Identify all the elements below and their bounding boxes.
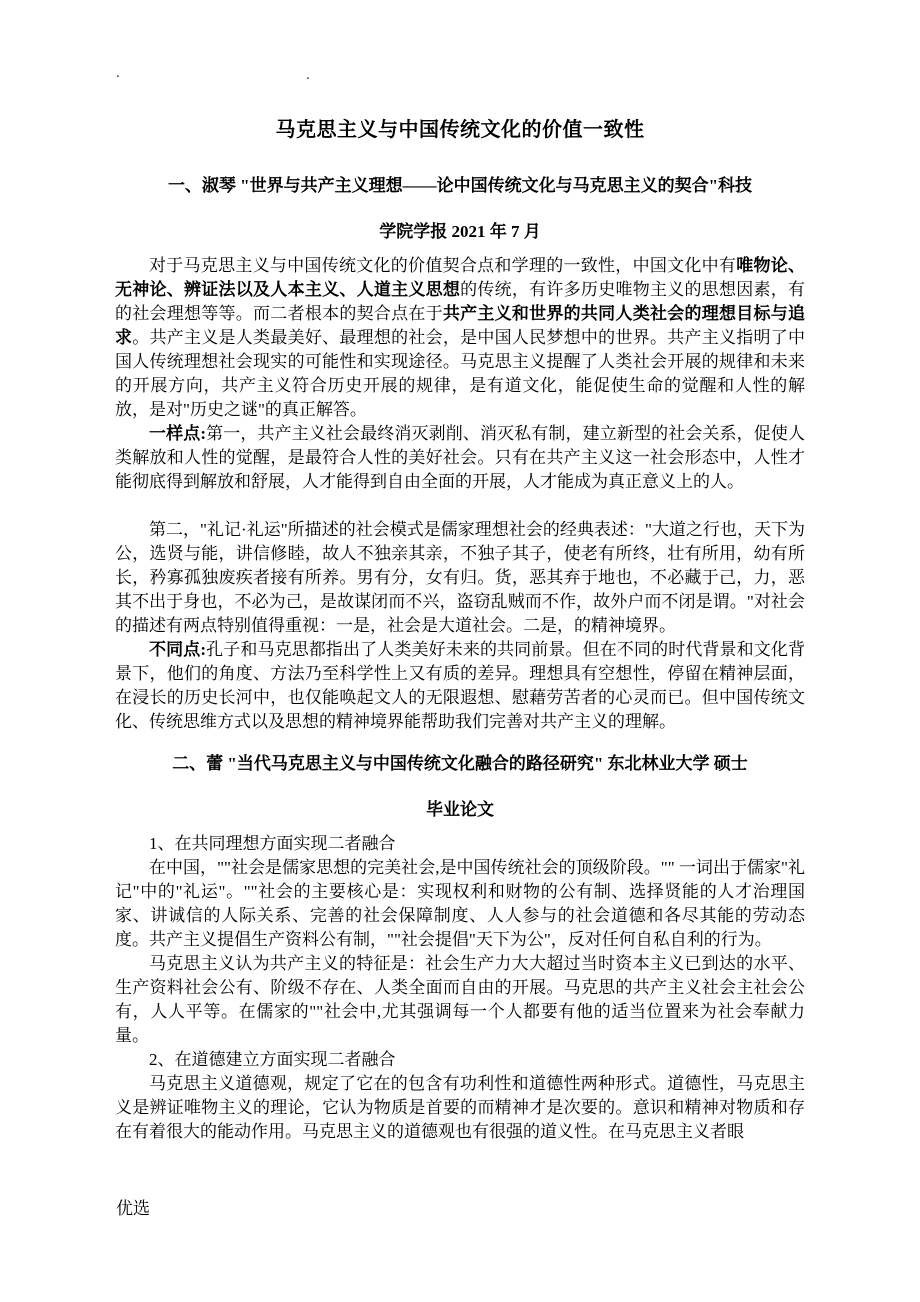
paragraph-s2-p4 <box>115 1048 805 1072</box>
paragraph-s2-p5 <box>115 1072 805 1144</box>
text-run: 第二，"礼记·礼运"所描述的社会模式是儒家理想社会的经典表述："大道之行也，天下为公，选贤与能，讲信修睦，故人不独亲其亲，不独子其子，使老有所终，壮有所用，幼有所长，矜寡孤独废疾者接有所养。男有分，女有归。货，恶其弃于地也，不必藏于己，力，恶其不出于身也，不必为己，是故谋闭而不兴，盗窃乱贼而不作，故外户而不闭是谓。"对社会的描述有两点特别值得重视：一是，社会是大道社会。二是，的精神境界。 <box>115 520 805 635</box>
heading-line: 一、淑琴 "世界与共产主义理想——论中国传统文化与马克思主义的契合"科技 <box>167 176 753 195</box>
text-run: 马克思主义认为共产主义的特征是：社会生产力大大超过当时资本主义已到达的水平、生产资料社会公有、阶级不存在、人类全面而自由的开展。马克思的共产主义社会主社会公有，人人平等。在儒家的""社会中,尤其强调每一个人都要有他的适当位置来为社会奉献力量。 <box>115 954 805 1045</box>
paragraph-s2-p2 <box>115 856 805 952</box>
text-run: 对于马克思主义与中国传统文化的价值契合点和学理的一致性，中国文化中有 <box>149 256 737 275</box>
paragraph-s1-p3 <box>115 518 805 638</box>
heading-line: 毕业论文 <box>426 800 494 819</box>
stray-period-mark: . <box>306 67 310 83</box>
footer-text: 优选 <box>116 1199 150 1218</box>
section-2-heading <box>115 752 805 822</box>
document-title: 马克思主义与中国传统文化的价值一致性 <box>275 119 645 141</box>
heading-line: 二、蕾 "当代马克思主义与中国传统文化融合的路径研究" 东北林业大学 硕士 <box>172 754 748 773</box>
text-run: 。共产主义是人类最美好、最理想的社会，是中国人民梦想中的世界。共产主义指明了中国人传统理想社会现实的可能性和实现途径。马克思主义提醒了人类社会开展的规律和未来的开展方向，共产主义符合历史开展的规律，是有道文化，能促使生命的觉醒和人性的解放，是对"历史之谜"的真正解答。 <box>115 328 806 419</box>
text-run: 唯物论、无神论、辨证法以及人本主义、人道主义思想 <box>115 256 805 299</box>
text-run: 1、在共同理想方面实现二者融合 <box>149 834 396 853</box>
paragraph-s1-p4 <box>115 638 805 734</box>
paragraph-s2-p3 <box>115 952 805 1048</box>
text-run: 马克思主义道德观，规定了它在的包含有功利性和道德性两种形式。道德性，马克思主义是辨证唯物主义的理论，它认为物质是首要的而精神才是次要的。意识和精神对物质和存在有着很大的能动作用。马克思主义的道德观也有很强的道义性。在马克思主义者眼 <box>115 1074 805 1141</box>
paragraph-s1-p1 <box>115 254 805 422</box>
section-1-heading <box>115 174 805 244</box>
text-run: 不同点: <box>149 640 207 659</box>
text-run: 一样点: <box>149 424 207 443</box>
stray-period-mark: . <box>116 65 120 81</box>
text-run: 2、在道德建立方面实现二者融合 <box>149 1050 396 1069</box>
text-run: 共产主义和世界的共同人类社会的理想目标与追求 <box>115 304 806 347</box>
paragraph-s2-p1 <box>115 832 805 856</box>
heading-line: 学院学报 2021 年 7 月 <box>379 222 541 241</box>
text-run: 在中国，""社会是儒家思想的完美社会,是中国传统社会的顶级阶段。"" 一词出于儒家"礼记"中的"礼运"。""社会的主要核心是：实现权利和财物的公有制、选择贤能的人才治理国家、讲诚信的人际关系、完善的社会保障制度、人人参与的社会道德和各尽其能的劳动态度。共产主义提倡生产资料公有制，""社会提倡"天下为公"，反对任何自私自利的行为。 <box>115 858 805 949</box>
text-run: 的传统，有许多历史唯物主义的思想因素，有的社会理想等等。而二者根本的契合点在于 <box>115 280 806 323</box>
paragraph-s1-p2 <box>115 422 805 494</box>
text-run: 第一，共产主义社会最终消灭剥削、消灭私有制，建立新型的社会关系，促使人类解放和人性的觉醒，是最符合人性的美好社会。只有在共产主义这一社会形态中，人性才能彻底得到解放和舒展，人才能得到自由全面的开展，人才能成为真正意义上的人。 <box>115 424 806 491</box>
text-run: 孔子和马克思都指出了人类美好未来的共同前景。但在不同的时代背景和文化背景下，他们的角度、方法乃至科学性上又有质的差异。理想具有空想性，停留在精神层面，在浸长的历史长河中，也仅能唤起文人的无限遐想、慰藉劳苦者的心灵而已。但中国传统文化、传统思维方式以及思想的精神境界能帮助我们完善对共产主义的理解。 <box>115 640 806 731</box>
